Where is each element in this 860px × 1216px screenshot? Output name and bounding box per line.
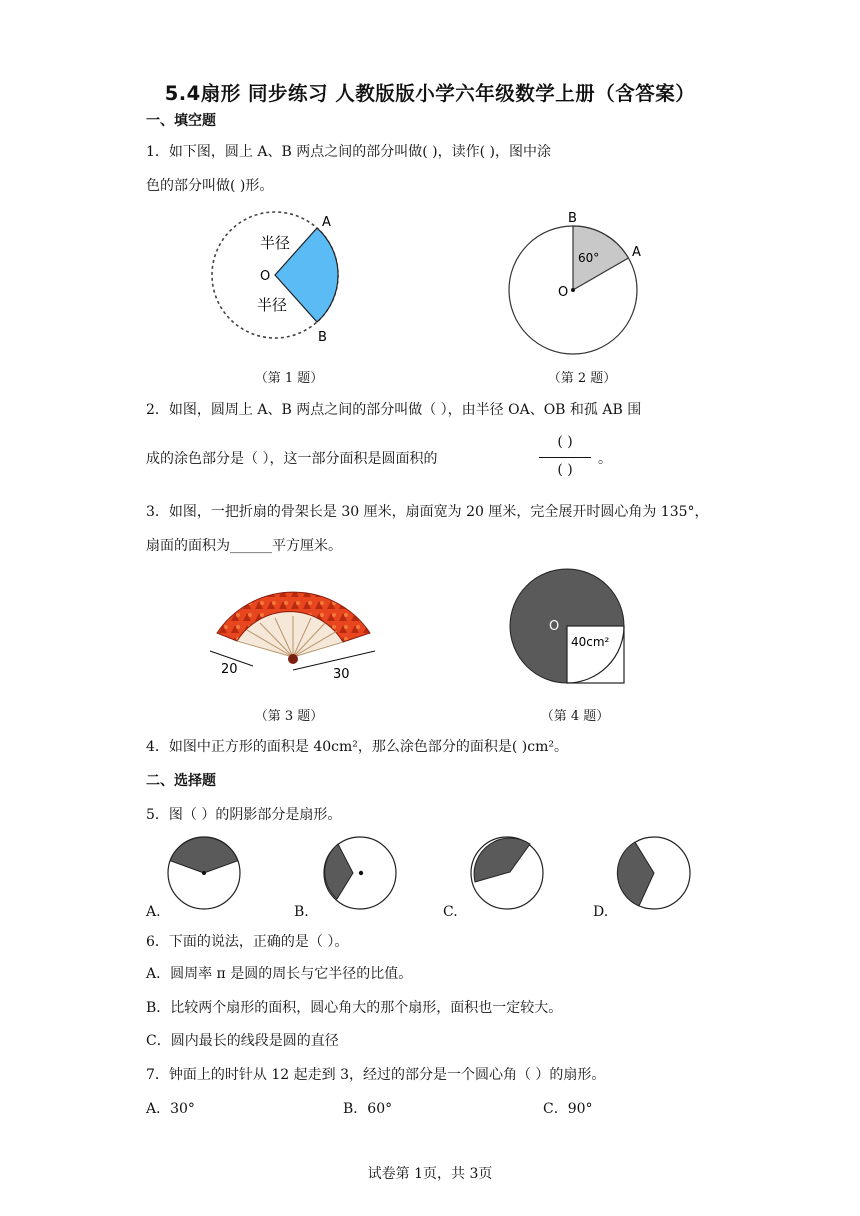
- page-footer: 试卷第 1页，共 3页: [367, 1166, 493, 1182]
- option-d-figure[interactable]: [617, 836, 693, 912]
- figure-2-sector-diagram: [500, 210, 660, 350]
- question-2-line-1: 2．如图，圆周上 A、B 两点之间的部分叫做（ ），由半径 OA、OB 和孤 AB 围: [146, 402, 642, 418]
- question-7-text: 7．钟面上的时针从 12 起走到 3，经过的部分是一个圆心角（ ）的扇形。: [146, 1067, 606, 1083]
- question-5-text: 5．图（ ）的阴影部分是扇形。: [146, 807, 342, 823]
- fig1-radius-top: 半径: [260, 234, 291, 252]
- question-3-line-1: 3．如图，一把折扇的骨架长是 30 厘米，扇面宽为 20 厘米，完全展开时圆心角为 135°，: [146, 504, 709, 520]
- question-2-period: 。: [598, 451, 612, 467]
- section-fill-in-title: 一、填空题: [146, 113, 216, 129]
- option-c-label[interactable]: C.: [443, 904, 458, 920]
- question-7-option-a[interactable]: A．30°: [146, 1101, 195, 1117]
- fraction-blank[interactable]: [535, 434, 595, 484]
- fig4-area-label: 40cm²: [571, 635, 610, 649]
- fig3-label-20: 20: [221, 662, 238, 677]
- fraction-bar: [539, 457, 591, 458]
- fan-pivot: [288, 654, 298, 664]
- option-b-figure[interactable]: [323, 836, 399, 912]
- figure-3-caption: （第 3 题）: [254, 709, 324, 724]
- fig1-label-b: B: [318, 330, 327, 345]
- fig2-angle-label: 60°: [578, 251, 600, 265]
- fig1-label-a: A: [322, 215, 331, 230]
- figure-4-caption: （第 4 题）: [540, 709, 610, 724]
- question-7-option-c[interactable]: C．90°: [543, 1101, 593, 1117]
- fig2-label-o: O: [558, 285, 569, 300]
- fig3-label-30: 30: [333, 667, 350, 682]
- fraction-denominator: ( ): [557, 462, 573, 478]
- question-4-text: 4．如图中正方形的面积是 40cm²，那么涂色部分的面积是( )cm²。: [146, 739, 569, 755]
- option-c-figure[interactable]: [470, 836, 546, 912]
- question-1-line-1: 1．如下图，圆上 A、B 两点之间的部分叫做( )，读作( )，图中涂: [146, 144, 551, 160]
- center-dot: [571, 288, 575, 292]
- option-b-label[interactable]: B.: [294, 904, 309, 920]
- question-3-line-2: 扇面的面积为______平方厘米。: [146, 538, 342, 554]
- fig2-label-a: A: [632, 245, 641, 260]
- fraction-numerator: ( ): [557, 434, 573, 450]
- question-2-line-2: 成的涂色部分是（ ），这一部分面积是圆面积的: [146, 451, 438, 467]
- question-6-text: 6．下面的说法，正确的是（ ）。: [146, 934, 349, 950]
- question-6-option-b[interactable]: B．比较两个扇形的面积，圆心角大的那个扇形，面积也一定较大。: [146, 1000, 563, 1016]
- question-6-option-a[interactable]: A．圆周率 π 是圆的周长与它半径的比值。: [146, 966, 413, 982]
- fig4-label-o: O: [549, 619, 560, 634]
- figure-1-caption: （第 1 题）: [254, 371, 324, 386]
- question-6-option-c[interactable]: C．圆内最长的线段是圆的直径: [146, 1033, 339, 1049]
- fig1-label-o: O: [260, 269, 271, 284]
- figure-3-folding-fan: [205, 575, 385, 690]
- figure-2-caption: （第 2 题）: [547, 371, 617, 386]
- page-title: 5.4扇形 同步练习 人教版版小学六年级数学上册（含答案）: [164, 82, 696, 105]
- option-a-label[interactable]: A.: [146, 904, 161, 920]
- option-d-label[interactable]: D.: [593, 904, 609, 920]
- fig1-radius-bottom: 半径: [257, 296, 288, 314]
- figure-4-circle-square: [505, 568, 635, 688]
- option-a-figure[interactable]: [167, 836, 243, 912]
- section-choice-title: 二、选择题: [146, 773, 216, 789]
- figure-1-sector-diagram: [200, 210, 360, 350]
- question-1-line-2: 色的部分叫做( )形。: [146, 178, 274, 194]
- question-7-option-b[interactable]: B．60°: [343, 1101, 393, 1117]
- fig2-label-b: B: [568, 211, 577, 226]
